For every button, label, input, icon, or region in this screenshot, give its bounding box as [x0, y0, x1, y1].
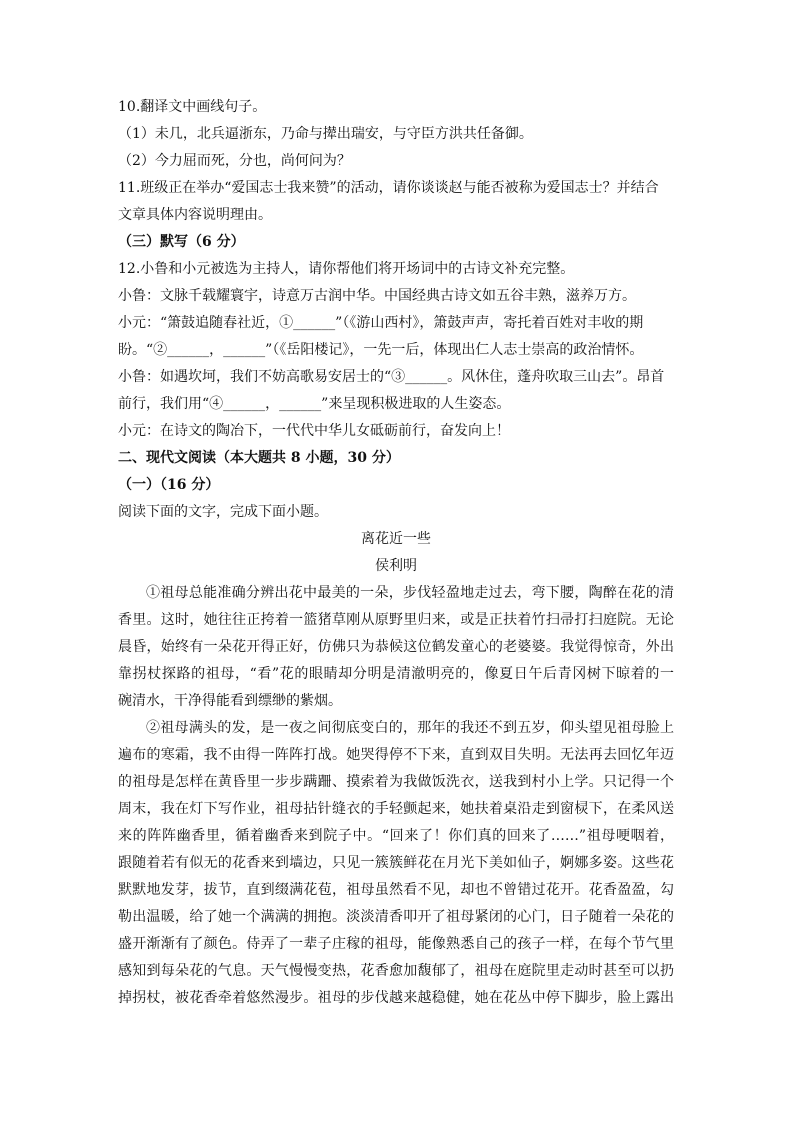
- reading-instruction: 阅读下面的文字，完成下面小题。: [118, 504, 328, 520]
- article-paragraph-1: [118, 580, 674, 715]
- article-title: 离花近一些: [361, 531, 431, 547]
- part-2-heading: 二、现代文阅读（本大题共 8 小题，30 分）: [118, 450, 400, 466]
- dialogue-line-5: 前行，我们用“④______，______”来呈现积极进取的人生姿态。: [118, 396, 511, 412]
- article-author: 侯利明: [375, 558, 417, 574]
- section-3-heading: （三）默写（6 分）: [118, 234, 245, 250]
- paragraph-line: 碗清水，干净得能看到缥缈的紫烟。: [118, 693, 342, 709]
- article-paragraph-2: [118, 715, 674, 1012]
- paragraph-line: 掉拐杖，被花香牵着悠然漫步。祖母的步伐越来越稳健，她在花丛中停下脚步，脸上露出: [118, 990, 674, 1006]
- question-11-line-2: 文章具体内容说明理由。: [118, 207, 272, 223]
- document-page: [118, 94, 674, 1012]
- paragraph-line: 香里。这时，她往往正挎着一篮猪草刚从原野里归来，或是正扶着竹扫帚打扫庭院。无论: [118, 612, 674, 628]
- question-10-2: （2）今力屈而死，分也，尚何问为？: [118, 153, 351, 169]
- question-11-line-1: 11.班级正在举办“爱国志士我来赞”的活动，请你谈谈赵与能否被称为爱国志士？并结合: [118, 180, 659, 196]
- paragraph-line: 感知到每朵花的气息。天气慢慢变热，花香愈加馥郁了，祖母在庭院里走动时甚至可以扔: [118, 963, 674, 979]
- paragraph-line: 晨昏，始终有一朵花开得正好，仿佛只为恭候这位鹤发童心的老婆婆。我觉得惊奇，外出: [118, 639, 674, 655]
- paragraph-line: 周末，我在灯下写作业，祖母拈针缝衣的手轻颤起来，她扶着桌沿走到窗棂下，在柔风送: [118, 801, 674, 817]
- paragraph-line: 来的阵阵幽香里，循着幽香来到院子中。“回来了！你们真的回来了……”祖母哽咽着，: [118, 828, 674, 844]
- question-10-1: （1）未几，北兵逼浙东，乃命与撵出瑞安，与守臣方洪共任备御。: [118, 126, 533, 142]
- paragraph-line: ②祖母满头的发，是一夜之间彻底变白的，那年的我还不到五岁，仰头望见祖母脸上: [146, 720, 674, 736]
- paragraph-line: 靠拐杖探路的祖母，“看”花的眼睛却分明是清澈明亮的，像夏日午后青冈树下晾着的一: [118, 666, 674, 682]
- paragraph-line: ①祖母总能准确分辨出花中最美的一朵，步伐轻盈地走过去，弯下腰，陶醉在花的清: [146, 585, 674, 601]
- paragraph-line: 盛开渐渐有了颜色。侍弄了一辈子庄稼的祖母，能像熟悉自己的孩子一样，在每个节气里: [118, 936, 674, 952]
- dialogue-line-6: 小元：在诗文的陶冶下，一代代中华儿女砥砺前行，奋发向上！: [118, 423, 510, 439]
- paragraph-line: 默默地发芽，拔节，直到缀满花苞，祖母虽然看不见，却也不曾错过花开。花香盈盈，勾: [118, 882, 674, 898]
- paragraph-line: 跟随着若有似无的花香来到墙边，只见一簇簇鲜花在月光下美如仙子，婀娜多姿。这些花: [118, 855, 674, 871]
- dialogue-line-4: 小鲁：如遇坎坷，我们不妨高歌易安居士的“③______。风休住，蓬舟吹取三山去”。昂首: [118, 369, 665, 385]
- paragraph-line: 遍布的寒霜，我不由得一阵阵打战。她哭得停不下来，直到双目失明。无法再去回忆年迈: [118, 747, 674, 763]
- dialogue-line-2: 小元：“箫鼓追随春社近，①______”（《游山西村》，箫鼓声声，寄托着百姓对丰收的期: [118, 315, 644, 331]
- paragraph-line: 勒出温暖，给了她一个满满的拥抱。淡淡清香叩开了祖母紧闭的心门，日子随着一朵花的: [118, 909, 674, 925]
- question-12: 12.小鲁和小元被选为主持人，请你帮他们将开场词中的古诗文补充完整。: [118, 261, 575, 277]
- dialogue-line-1: 小鲁：文脉千载耀寰宇，诗意万古润中华。中国经典古诗文如五谷丰熟，滋养万方。: [118, 288, 636, 304]
- paragraph-line: 的祖母是怎样在黄昏里一步步蹒跚、摸索着为我做饭洗衣，送我到村小上学。只记得一个: [118, 774, 674, 790]
- question-10: 10.翻译文中画线句子。: [118, 99, 267, 115]
- subsection-1-heading: （一）（16 分）: [118, 477, 220, 493]
- dialogue-line-3: 盼。“②______，______”（《岳阳楼记》，一先一后，体现出仁人志士崇高的政治情怀。: [118, 342, 644, 358]
